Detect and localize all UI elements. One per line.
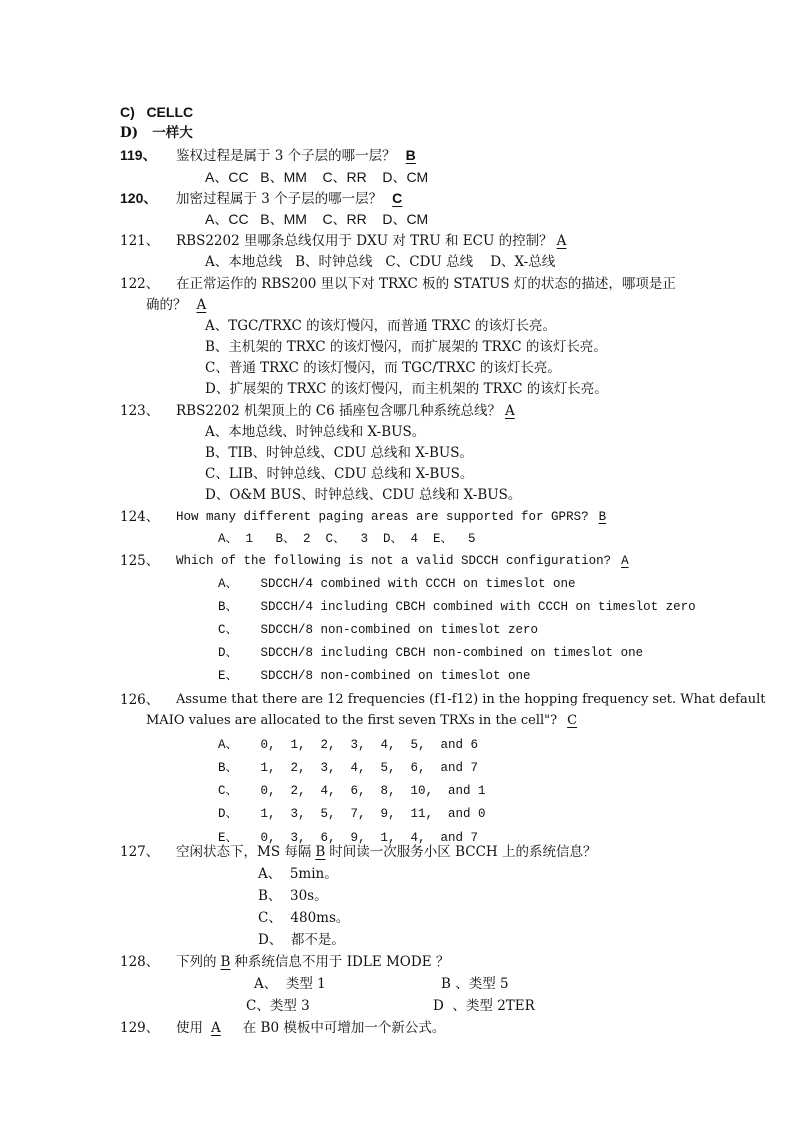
- question-text: [176, 508, 616, 526]
- question-stem: 空闲状态下，MS 每隔: [176, 844, 312, 860]
- question-stem: 加密过程属于 3 个子层的哪一层？: [176, 191, 383, 207]
- option-b: B、 30s。: [258, 888, 328, 904]
- option-d: D、 都不是。: [258, 932, 345, 948]
- question-text: [176, 552, 639, 570]
- question-number: 121、: [120, 233, 160, 249]
- answer-blank: B: [315, 844, 326, 860]
- option-c: C、LIB、时钟总线、CDU 总线和 X-BUS。: [205, 466, 474, 482]
- answer-blank: C: [392, 190, 403, 206]
- option-line: C) CELLC: [120, 104, 194, 120]
- answer-blank: A: [621, 554, 629, 568]
- options-line: A、 1 B、 2 C、 3 D、 4 E、 5: [218, 532, 476, 546]
- options-line: A、CC B、MM C、RR D、CM: [205, 169, 429, 185]
- option-d: D、O&M BUS、时钟总线、CDU 总线和 X-BUS。: [205, 487, 522, 503]
- options-line: A、CC B、MM C、RR D、CM: [205, 211, 429, 227]
- option-b: B 、类型 5: [441, 976, 509, 992]
- option-a: A、 类型 1: [254, 976, 326, 992]
- question-stem: Which of the following is not a valid SDCCH configuration?: [176, 554, 612, 568]
- question-stem: How many different paging areas are supported for GPRS?: [176, 510, 589, 524]
- answer-blank: B: [598, 510, 607, 524]
- option-e: E、 0, 3, 6, 9, 1, 4, and 7: [218, 831, 479, 845]
- question-stem: 下列的: [176, 954, 217, 970]
- question-number: 129、: [120, 1020, 160, 1036]
- question-text-cont: [146, 712, 587, 730]
- question-text: Assume that there are 12 frequencies (f1-f12) in the hopping frequency set. What default: [176, 692, 766, 707]
- option-line: D) 一样大: [120, 125, 193, 141]
- question-text: [176, 953, 449, 971]
- answer-blank: A: [211, 1020, 221, 1036]
- answer-blank: A: [196, 297, 207, 313]
- question-text: [176, 232, 570, 250]
- option-c: C、普通 TRXC 的该灯慢闪，而 TGC/TRXC 的该灯长亮。: [205, 360, 561, 376]
- question-stem: RBS2202 机架顶上的 C6 插座包含哪几种系统总线？: [176, 403, 501, 419]
- question-text-cont: [146, 296, 216, 314]
- question-text: [176, 402, 519, 420]
- option-d: D、 SDCCH/8 including CBCH non-combined on timeslot one: [218, 646, 644, 660]
- question-text: [176, 189, 412, 208]
- question-stem: MAIO values are allocated to the first seven TRXs in the cell"?: [146, 713, 558, 728]
- answer-blank: C: [567, 713, 578, 728]
- option-b: B、主机架的 TRXC 的该灯慢闪，而扩展架的 TRXC 的该灯长亮。: [205, 339, 607, 355]
- answer-blank: A: [556, 233, 567, 249]
- question-number: 119、: [120, 147, 157, 163]
- question-number: 127、: [120, 844, 160, 860]
- question-stem: 鉴权过程是属于 3 个子层的哪一层？: [176, 148, 396, 164]
- option-e: E、 SDCCH/8 non-combined on timeslot one: [218, 669, 531, 683]
- option-b: B、 1, 2, 3, 4, 5, 6, and 7: [218, 761, 479, 775]
- option-c: C、 480ms。: [258, 910, 350, 926]
- question-number: 120、: [120, 190, 158, 206]
- option-b: B、 SDCCH/4 including CBCH combined with CCCH on timeslot zero: [218, 600, 696, 614]
- option-d: D、扩展架的 TRXC 的该灯慢闪，而主机架的 TRXC 的该灯长亮。: [205, 381, 608, 397]
- question-text: 在正常运作的 RBS200 里以下对 TRXC 板的 STATUS 灯的状态的描述，哪项是正: [176, 276, 676, 292]
- option-a: A、 5min。: [258, 866, 338, 882]
- option-a: A、 0, 1, 2, 3, 4, 5, and 6: [218, 738, 479, 752]
- question-stem-end: 在 B0 模板中可增加一个新公式。: [242, 1020, 446, 1036]
- options-line: A、本地总线 B、时钟总线 C、CDU 总线 D、X-总线: [205, 254, 556, 270]
- question-number: 123、: [120, 403, 160, 419]
- option-d: D、 1, 3, 5, 7, 9, 11, and 0: [218, 807, 486, 821]
- question-stem-end: 时间读一次服务小区 BCCH 上的系统信息？: [329, 844, 597, 860]
- question-text: [176, 146, 426, 165]
- answer-blank: A: [504, 403, 515, 419]
- option-c: C、 0, 2, 4, 6, 8, 10, and 1: [218, 784, 486, 798]
- option-c: C、 SDCCH/8 non-combined on timeslot zero: [218, 623, 539, 637]
- question-stem: RBS2202 里哪条总线仅用于 DXU 对 TRU 和 ECU 的控制？: [176, 233, 553, 249]
- answer-blank: B: [405, 147, 416, 163]
- question-stem: 使用: [176, 1020, 203, 1036]
- option-b: B、TIB、时钟总线、CDU 总线和 X-BUS。: [205, 445, 474, 461]
- option-a: A、 SDCCH/4 combined with CCCH on timeslot one: [218, 577, 576, 591]
- question-text: [176, 843, 596, 861]
- option-a: A、本地总线、时钟总线和 X-BUS。: [205, 424, 426, 440]
- option-d: D 、类型 2TER: [433, 998, 535, 1014]
- question-stem-end: 种系统信息不用于 IDLE MODE ？: [234, 954, 450, 970]
- question-number: 125、: [120, 553, 160, 569]
- question-number: 126、: [120, 692, 160, 708]
- question-stem: 确的？: [146, 297, 187, 313]
- option-a: A、TGC/TRXC 的该灯慢闪，而普通 TRXC 的该灯长亮。: [205, 318, 557, 334]
- answer-blank: B: [220, 954, 231, 970]
- question-number: 122、: [120, 276, 160, 292]
- question-number: 124、: [120, 509, 160, 525]
- question-number: 128、: [120, 954, 160, 970]
- option-c: C、类型 3: [246, 998, 310, 1014]
- question-text: [176, 1019, 445, 1037]
